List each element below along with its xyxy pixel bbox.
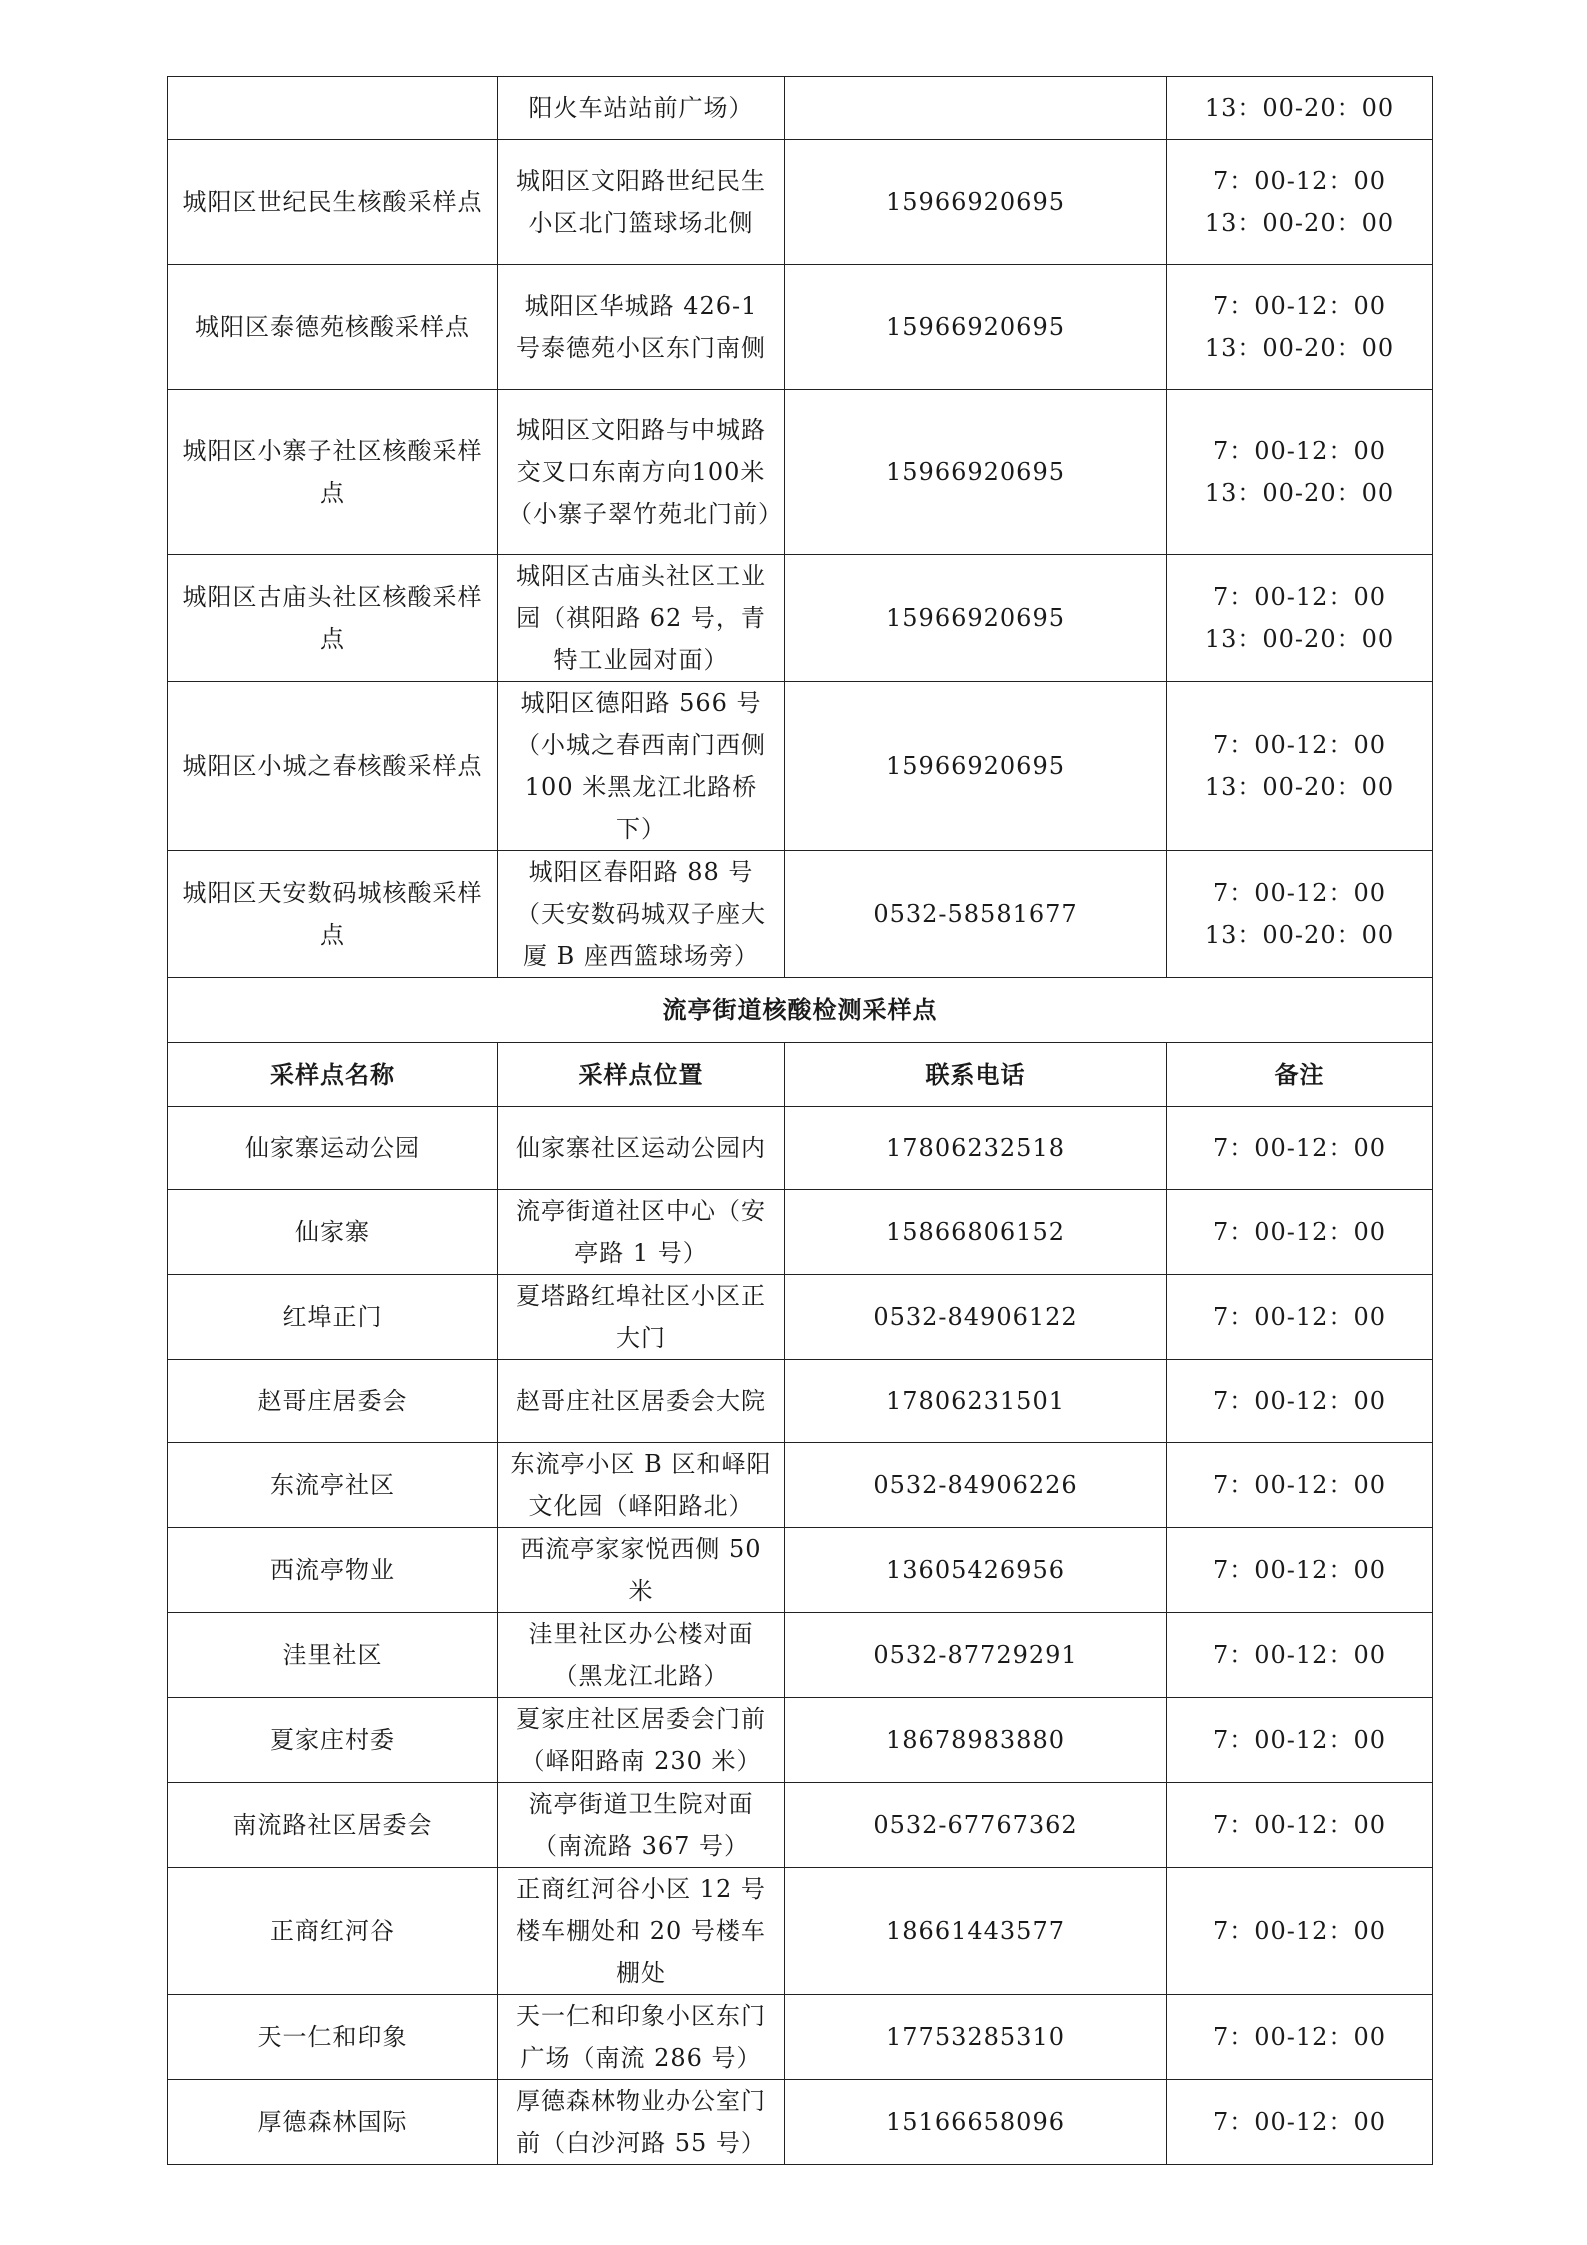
site-phone: 0532-58581677: [785, 851, 1167, 978]
site-hours: [1167, 851, 1433, 978]
site-phone: 15166658096: [785, 2080, 1167, 2165]
table-row: [168, 1528, 1433, 1613]
site-phone: 0532-84906226: [785, 1443, 1167, 1528]
site-name: 夏家庄村委: [168, 1698, 498, 1783]
site-phone: 17806231501: [785, 1360, 1167, 1443]
site-location: 赵哥庄社区居委会大院: [498, 1360, 785, 1443]
table-row: [168, 1107, 1433, 1190]
site-name: 仙家寨: [168, 1190, 498, 1275]
site-phone: 17806232518: [785, 1107, 1167, 1190]
site-hours: 7：00-12：00: [1167, 1360, 1433, 1443]
hours-line: 7：00-12：00: [1213, 583, 1386, 611]
site-location: 阳火车站站前广场）: [498, 77, 785, 140]
site-hours: [1167, 555, 1433, 682]
hours-line: 7：00-12：00: [1213, 292, 1386, 320]
table-row: [168, 1360, 1433, 1443]
site-location: 正商红河谷小区 12 号楼车棚处和 20 号楼车棚处: [498, 1868, 785, 1995]
site-location: 城阳区文阳路与中城路交叉口东南方向100米（小寨子翠竹苑北门前）: [498, 390, 785, 555]
site-phone: 18678983880: [785, 1698, 1167, 1783]
table-row: [168, 1613, 1433, 1698]
column-header-name: 采样点名称: [168, 1043, 498, 1107]
site-name: 天一仁和印象: [168, 1995, 498, 2080]
site-name: 城阳区天安数码城核酸采样点: [168, 851, 498, 978]
site-hours: 7：00-12：00: [1167, 1443, 1433, 1528]
site-name: [168, 77, 498, 140]
site-location: 城阳区德阳路 566 号（小城之春西南门西侧 100 米黑龙江北路桥下）: [498, 682, 785, 851]
hours-line: 13：00-20：00: [1204, 334, 1395, 362]
site-phone: 18661443577: [785, 1868, 1167, 1995]
site-name: 正商红河谷: [168, 1868, 498, 1995]
site-name: 城阳区古庙头社区核酸采样点: [168, 555, 498, 682]
site-location: 城阳区文阳路世纪民生小区北门篮球场北侧: [498, 140, 785, 265]
site-phone: 15966920695: [785, 265, 1167, 390]
site-name: 东流亭社区: [168, 1443, 498, 1528]
site-location: 西流亭家家悦西侧 50 米: [498, 1528, 785, 1613]
site-phone: [785, 77, 1167, 140]
table-row: [168, 390, 1433, 555]
table-row: [168, 1868, 1433, 1995]
site-phone: 0532-67767362: [785, 1783, 1167, 1868]
table-row: [168, 1995, 1433, 2080]
site-name: 南流路社区居委会: [168, 1783, 498, 1868]
site-phone: 15966920695: [785, 682, 1167, 851]
hours-line: 7：00-12：00: [1213, 167, 1386, 195]
site-location: 夏家庄社区居委会门前（峄阳路南 230 米）: [498, 1698, 785, 1783]
sampling-sites-table: [167, 76, 1433, 2165]
table-row: [168, 265, 1433, 390]
site-phone: 15866806152: [785, 1190, 1167, 1275]
hours-line: 7：00-12：00: [1213, 731, 1386, 759]
site-hours: 7：00-12：00: [1167, 1107, 1433, 1190]
table-row: [168, 1275, 1433, 1360]
site-location: 城阳区春阳路 88 号（天安数码城双子座大厦 B 座西篮球场旁）: [498, 851, 785, 978]
table-row: [168, 1698, 1433, 1783]
site-phone: 15966920695: [785, 390, 1167, 555]
site-name: 城阳区小寨子社区核酸采样点: [168, 390, 498, 555]
site-location: 东流亭小区 B 区和峄阳文化园（峄阳路北）: [498, 1443, 785, 1528]
table-row: [168, 2080, 1433, 2165]
hours-line: 13：00-20：00: [1204, 773, 1395, 801]
table-row: [168, 1443, 1433, 1528]
table-row: [168, 1190, 1433, 1275]
site-location: 城阳区华城路 426-1 号泰德苑小区东门南侧: [498, 265, 785, 390]
site-hours: 7：00-12：00: [1167, 1613, 1433, 1698]
page-sheet: [167, 76, 1432, 2165]
site-name: 厚德森林国际: [168, 2080, 498, 2165]
site-hours: [1167, 77, 1433, 140]
site-hours: 7：00-12：00: [1167, 1698, 1433, 1783]
site-phone: 13605426956: [785, 1528, 1167, 1613]
table-row: [168, 682, 1433, 851]
hours-line: 7：00-12：00: [1213, 879, 1386, 907]
hours-line: 13：00-20：00: [1204, 94, 1395, 122]
site-hours: [1167, 390, 1433, 555]
header-row: [168, 1043, 1433, 1107]
column-header-phone: 联系电话: [785, 1043, 1167, 1107]
site-hours: 7：00-12：00: [1167, 1868, 1433, 1995]
site-name: 仙家寨运动公园: [168, 1107, 498, 1190]
site-hours: 7：00-12：00: [1167, 1528, 1433, 1613]
site-name: 红埠正门: [168, 1275, 498, 1360]
table-row: [168, 851, 1433, 978]
site-hours: 7：00-12：00: [1167, 1995, 1433, 2080]
column-header-remark: 备注: [1167, 1043, 1433, 1107]
site-hours: [1167, 682, 1433, 851]
table-row: [168, 77, 1433, 140]
site-name: 赵哥庄居委会: [168, 1360, 498, 1443]
site-phone: 0532-87729291: [785, 1613, 1167, 1698]
site-hours: [1167, 265, 1433, 390]
site-name: 城阳区世纪民生核酸采样点: [168, 140, 498, 265]
site-location: 流亭街道社区中心（安亭路 1 号）: [498, 1190, 785, 1275]
site-phone: 17753285310: [785, 1995, 1167, 2080]
site-hours: 7：00-12：00: [1167, 1783, 1433, 1868]
section-title: 流亭街道核酸检测采样点: [168, 978, 1433, 1043]
site-name: 城阳区泰德苑核酸采样点: [168, 265, 498, 390]
site-name: 西流亭物业: [168, 1528, 498, 1613]
site-location: 洼里社区办公楼对面（黑龙江北路）: [498, 1613, 785, 1698]
hours-line: 13：00-20：00: [1204, 479, 1395, 507]
site-phone: 0532-84906122: [785, 1275, 1167, 1360]
table-row: [168, 140, 1433, 265]
site-location: 仙家寨社区运动公园内: [498, 1107, 785, 1190]
site-phone: 15966920695: [785, 140, 1167, 265]
hours-line: 13：00-20：00: [1204, 921, 1395, 949]
site-name: 城阳区小城之春核酸采样点: [168, 682, 498, 851]
site-location: 流亭街道卫生院对面（南流路 367 号）: [498, 1783, 785, 1868]
site-hours: 7：00-12：00: [1167, 1275, 1433, 1360]
column-header-location: 采样点位置: [498, 1043, 785, 1107]
hours-line: 13：00-20：00: [1204, 625, 1395, 653]
table-row: [168, 555, 1433, 682]
site-name: 洼里社区: [168, 1613, 498, 1698]
site-phone: 15966920695: [785, 555, 1167, 682]
section-row: [168, 978, 1433, 1043]
table-row: [168, 1783, 1433, 1868]
site-hours: 7：00-12：00: [1167, 1190, 1433, 1275]
site-location: 城阳区古庙头社区工业园（祺阳路 62 号，青特工业园对面）: [498, 555, 785, 682]
site-location: 天一仁和印象小区东门广场（南流 286 号）: [498, 1995, 785, 2080]
site-location: 厚德森林物业办公室门前（白沙河路 55 号）: [498, 2080, 785, 2165]
site-location: 夏塔路红埠社区小区正大门: [498, 1275, 785, 1360]
hours-line: 7：00-12：00: [1213, 437, 1386, 465]
hours-line: 13：00-20：00: [1204, 209, 1395, 237]
site-hours: 7：00-12：00: [1167, 2080, 1433, 2165]
site-hours: [1167, 140, 1433, 265]
